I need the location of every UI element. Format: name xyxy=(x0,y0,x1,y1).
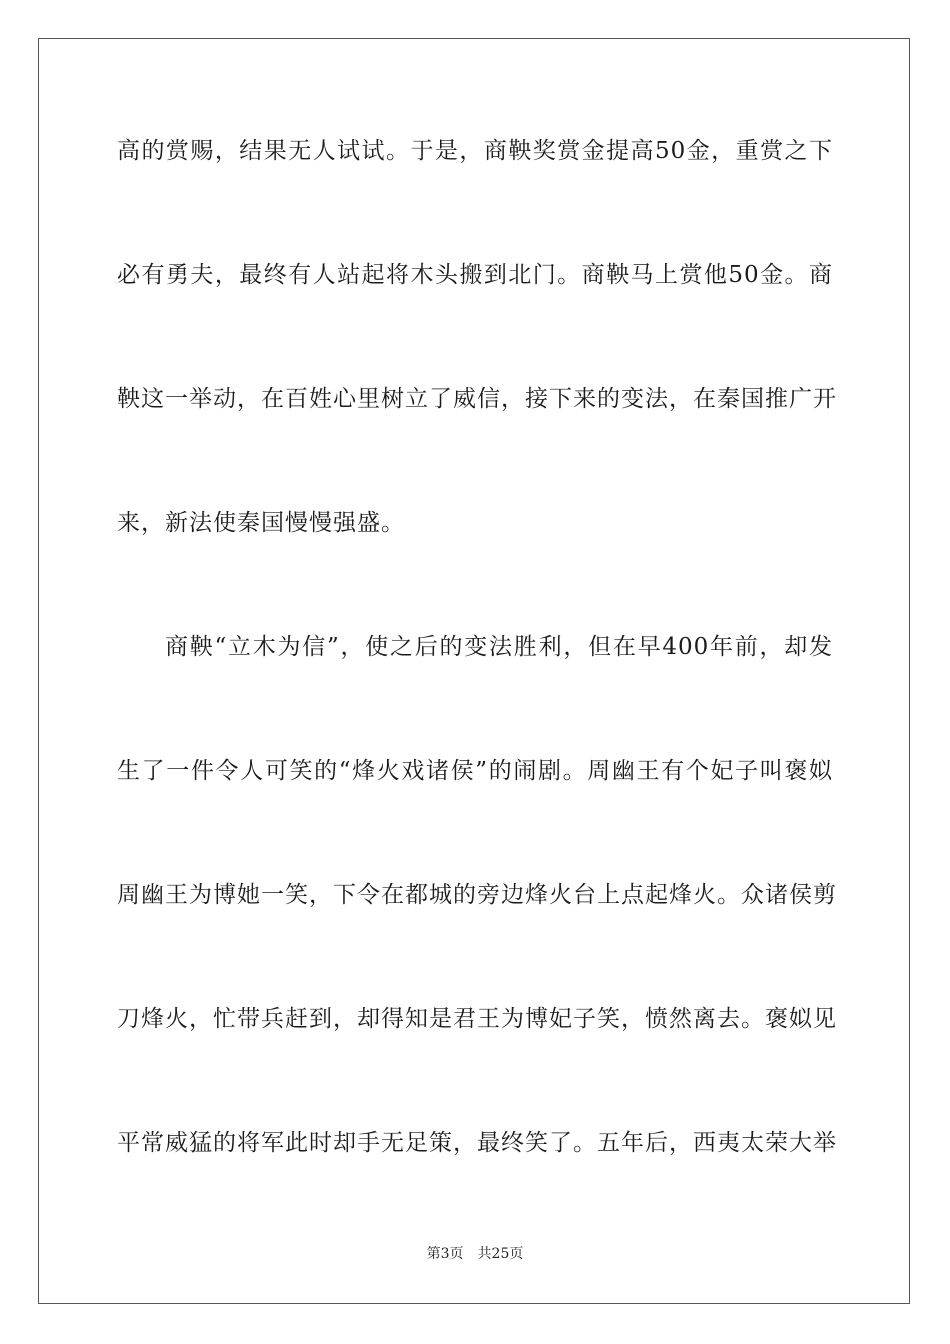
page-footer xyxy=(0,1245,950,1263)
text-line: 平常威猛的将军此时却手无足策，最终笑了。五年后，西夷太荣大举 xyxy=(117,1130,837,1156)
total-pages: 共25页 xyxy=(477,1246,524,1262)
text-line: 周幽王为博她一笑，下令在都城的旁边烽火台上点起烽火。众诸侯剪 xyxy=(117,882,837,908)
text-line: 来，新法使秦国慢慢强盛。 xyxy=(117,510,405,536)
text-line: 刀烽火，忙带兵赶到，却得知是君王为博妃子笑，愤然离去。褒姒见 xyxy=(117,1006,837,1032)
text-line: 高的赏赐，结果无人试试。于是，商鞅奖赏金提高50金，重赏之下 xyxy=(117,138,833,164)
paragraph-start-line: 商鞅“立木为信”，使之后的变法胜利，但在早400年前，却发 xyxy=(165,634,833,660)
text-line: 必有勇夫，最终有人站起将木头搬到北门。商鞅马上赏他50金。商 xyxy=(117,262,833,288)
page-number: 第3页 xyxy=(426,1246,464,1262)
text-line: 鞅这一举动，在百姓心里树立了威信，接下来的变法，在秦国推广开 xyxy=(117,386,837,412)
page-border xyxy=(38,38,910,1304)
text-line: 生了一件令人可笑的“烽火戏诸侯”的闹剧。周幽王有个妃子叫褒姒 xyxy=(117,758,833,784)
